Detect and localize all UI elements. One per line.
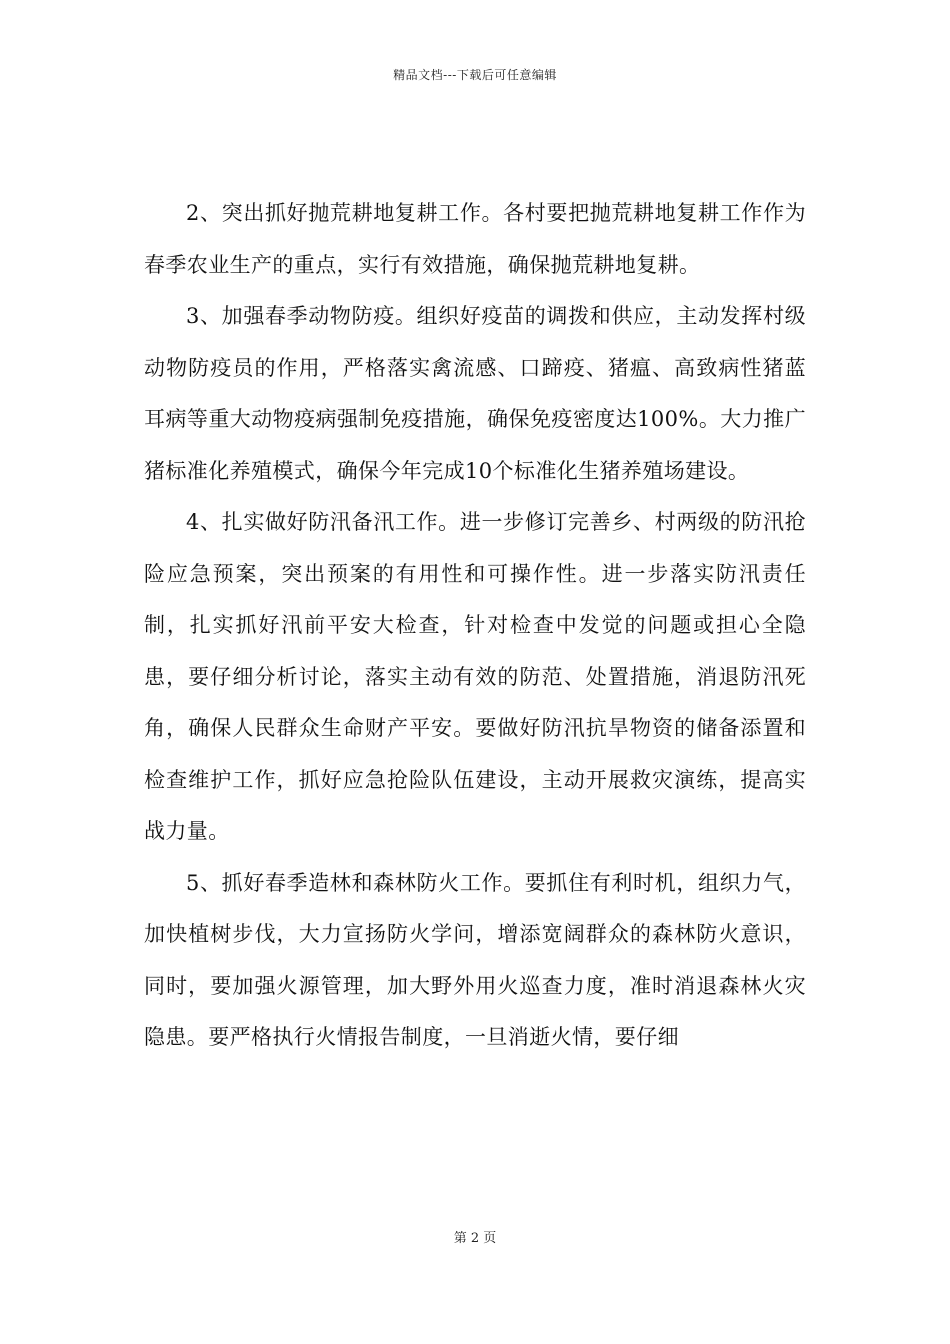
- page-number: 第 2 页: [453, 1231, 497, 1246]
- paragraph-5: 5、抓好春季造林和森林防火工作。要抓住有利时机，组织力气，加快植树步伐，大力宣扬防火学问，增添宽阔群众的森林防火意识，同时，要加强火源管理，加大野外用火巡查力度，准时消退森林火灾隐患。要严格执行火情报告制度，一旦消逝火情，要仔细: [144, 870, 806, 1049]
- document-body: [144, 188, 806, 1064]
- page-header: 精品文档---下载后可任意编辑: [393, 68, 557, 82]
- paragraph-3: 3、加强春季动物防疫。组织好疫苗的调拨和供应，主动发挥村级动物防疫员的作用，严格落实禽流感、口蹄疫、猪瘟、高致病性猪蓝耳病等重大动物疫病强制免疫措施，确保免疫密度达100%。大力推广猪标准化养殖模式，确保今年完成10个标准化生猪养殖场建设。: [144, 304, 806, 483]
- paragraph-4: 4、扎实做好防汛备汛工作。进一步修订完善乡、村两级的防汛抢险应急预案，突出预案的有用性和可操作性。进一步落实防汛责任制，扎实抓好汛前平安大检查，针对检查中发觉的问题或担心全隐患，要仔细分析讨论，落实主动有效的防范、处置措施，消退防汛死角，确保人民群众生命财产平安。要做好防汛抗旱物资的储备添置和检查维护工作，抓好应急抢险队伍建设，主动开展救灾演练，提高实战力量。: [144, 510, 806, 843]
- paragraph-2: 2、突出抓好抛荒耕地复耕工作。各村要把抛荒耕地复耕工作作为春季农业生产的重点，实行有效措施，确保抛荒耕地复耕。: [144, 201, 806, 277]
